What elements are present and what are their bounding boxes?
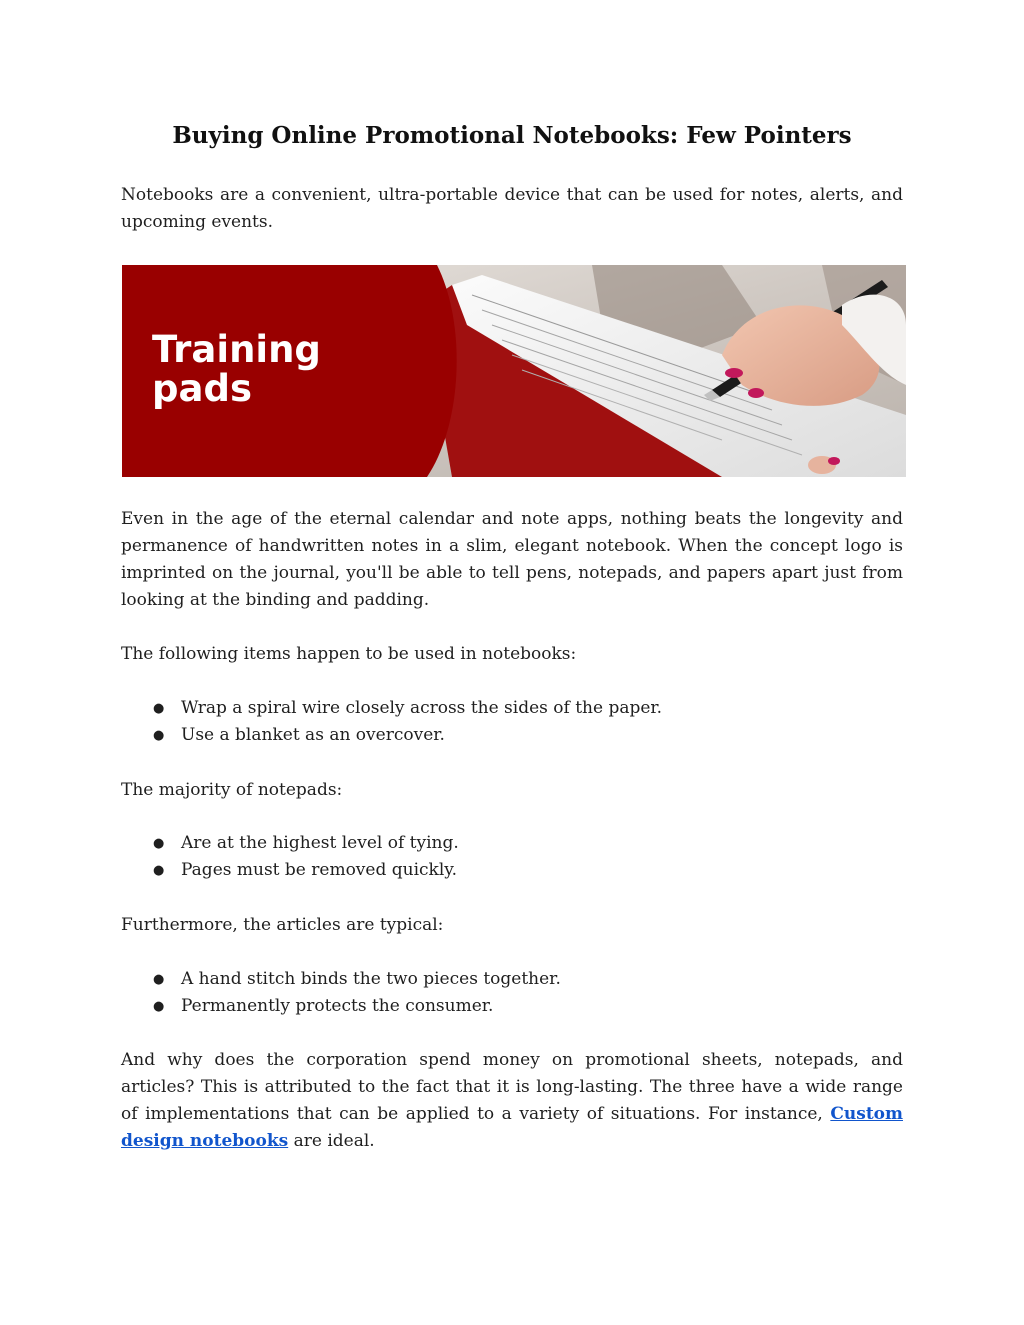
- articles-list: [121, 966, 903, 1020]
- list-item: [121, 993, 903, 1020]
- training-pads-illustration: [122, 265, 906, 477]
- custom-design-notebooks-link[interactable]: Custom design notebooks: [121, 1104, 903, 1151]
- page-title: Buying Online Promotional Notebooks: Few Pointers: [172, 122, 852, 149]
- list-item-text: Permanently protects the consumer.: [181, 996, 494, 1016]
- bullet-icon: ●: [153, 836, 165, 851]
- bullet-icon: ●: [153, 972, 165, 987]
- banner-title-line1: Training: [152, 328, 321, 371]
- body-paragraph-items-intro: The following items happen to be used in notebooks:: [121, 644, 577, 664]
- notepads-list: [121, 830, 903, 884]
- body-paragraph-notepads-intro: The majority of notepads:: [121, 780, 343, 800]
- body-paragraph-handwritten-notes: Even in the age of the eternal calendar and note apps, nothing beats the longevity and permanence of handwritten notes in a slim, elegant notebook. When the concept logo is imprinted on the journal, you'll be able to tell pens, notepads, and papers apart just from looking at the binding and padding.: [121, 509, 903, 610]
- banner-title-line2: pads: [152, 367, 252, 410]
- list-item: [121, 722, 903, 749]
- body-paragraph-conclusion: [121, 1047, 903, 1155]
- list-item-text: Pages must be removed quickly.: [181, 860, 458, 880]
- training-pads-image: [122, 265, 906, 477]
- bullet-icon: ●: [153, 701, 165, 716]
- body-paragraph-articles-intro: Furthermore, the articles are typical:: [121, 915, 444, 935]
- list-item: [121, 857, 903, 884]
- list-item-text: Use a blanket as an overcover.: [181, 725, 445, 745]
- list-item: [121, 966, 903, 993]
- list-item: [121, 830, 903, 857]
- bullet-icon: ●: [153, 728, 165, 743]
- list-item-text: Wrap a spiral wire closely across the sides of the paper.: [181, 698, 663, 718]
- list-item-text: Are at the highest level of tying.: [181, 833, 459, 853]
- list-item: [121, 695, 903, 722]
- bullet-icon: ●: [153, 863, 165, 878]
- conclusion-text-after: are ideal.: [288, 1131, 375, 1151]
- items-list: [121, 695, 903, 749]
- conclusion-text-before: And why does the corporation spend money on promotional sheets, notepads, and articles? This is attributed to the fact that it is long-lasting. The three have a wide range of implementations that can be applied to a variety of situations. For instance,: [121, 1050, 903, 1124]
- bullet-icon: ●: [153, 999, 165, 1014]
- intro-paragraph: Notebooks are a convenient, ultra-portable device that can be used for notes, alerts, and upcoming events.: [121, 185, 903, 232]
- list-item-text: A hand stitch binds the two pieces together.: [181, 969, 561, 989]
